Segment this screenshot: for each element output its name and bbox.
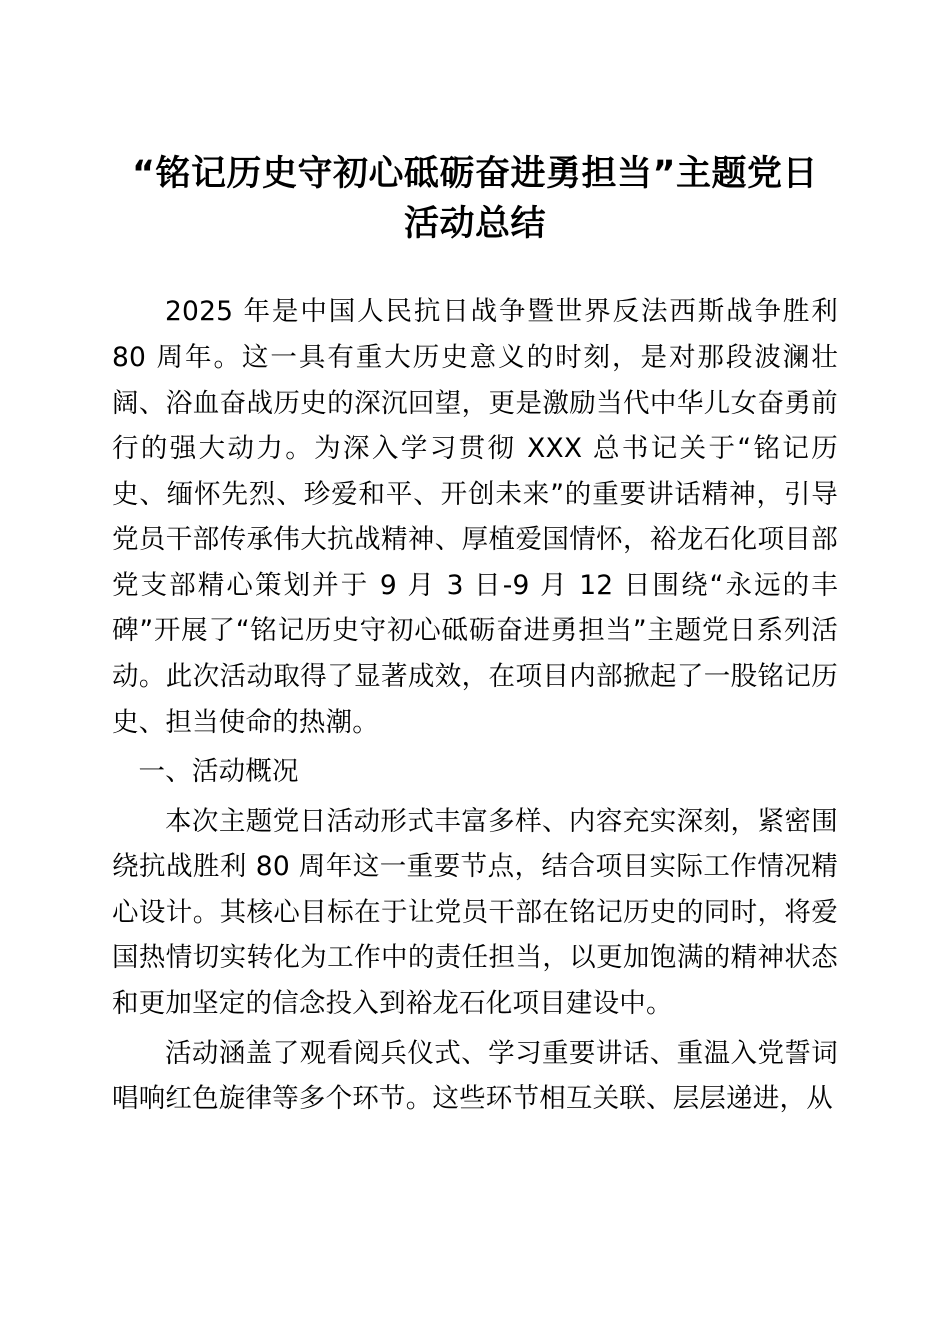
paragraph-intro: 2025 年是中国人民抗日战争暨世界反法西斯战争胜利 80 周年。这一具有重大历史意义的时刻，是对那段波澜壮阔、浴血奋战历史的深沉回望，更是激励当代中华儿女奋勇前行的强大动力。为深入学习贯彻 XXX 总书记关于“铭记历史、缅怀先烈、珍爱和平、开创未来”的重要讲话精神，引导党员干部传承伟大抗战精神、厚植爱国情怀，裕龙石化项目部党支部精心策划并于 9 月 3 日-9 月 12 日围绕“永远的丰碑”开展了“铭记历史守初心砥砺奋进勇担当”主题党日系列活动。此次活动取得了显著成效，在项目内部掀起了一股铭记历史、担当使命的热潮。 bbox=[112, 296, 838, 738]
paragraph-section-one-1: 本次主题党日活动形式丰富多样、内容充实深刻，紧密围绕抗战胜利 80 周年这一重要节点，结合项目实际工作情况精心设计。其核心目标在于让党员干部在铭记历史的同时，将爱国热情切实转化为工作中的责任担当，以更加饱满的精神状态和更加坚定的信念投入到裕龙石化项目建设中。 bbox=[112, 805, 838, 1020]
page-title: “铭记历史守初心砥砺奋进勇担当”主题党日活动总结 bbox=[131, 154, 818, 244]
section-heading-one: 一、活动概况 bbox=[138, 756, 299, 788]
paragraph-section-one-2: 活动涵盖了观看阅兵仪式、学习重要讲话、重温入党誓词唱响红色旋律等多个环节。这些环节相互关联、层层递进，从 bbox=[112, 1037, 838, 1115]
